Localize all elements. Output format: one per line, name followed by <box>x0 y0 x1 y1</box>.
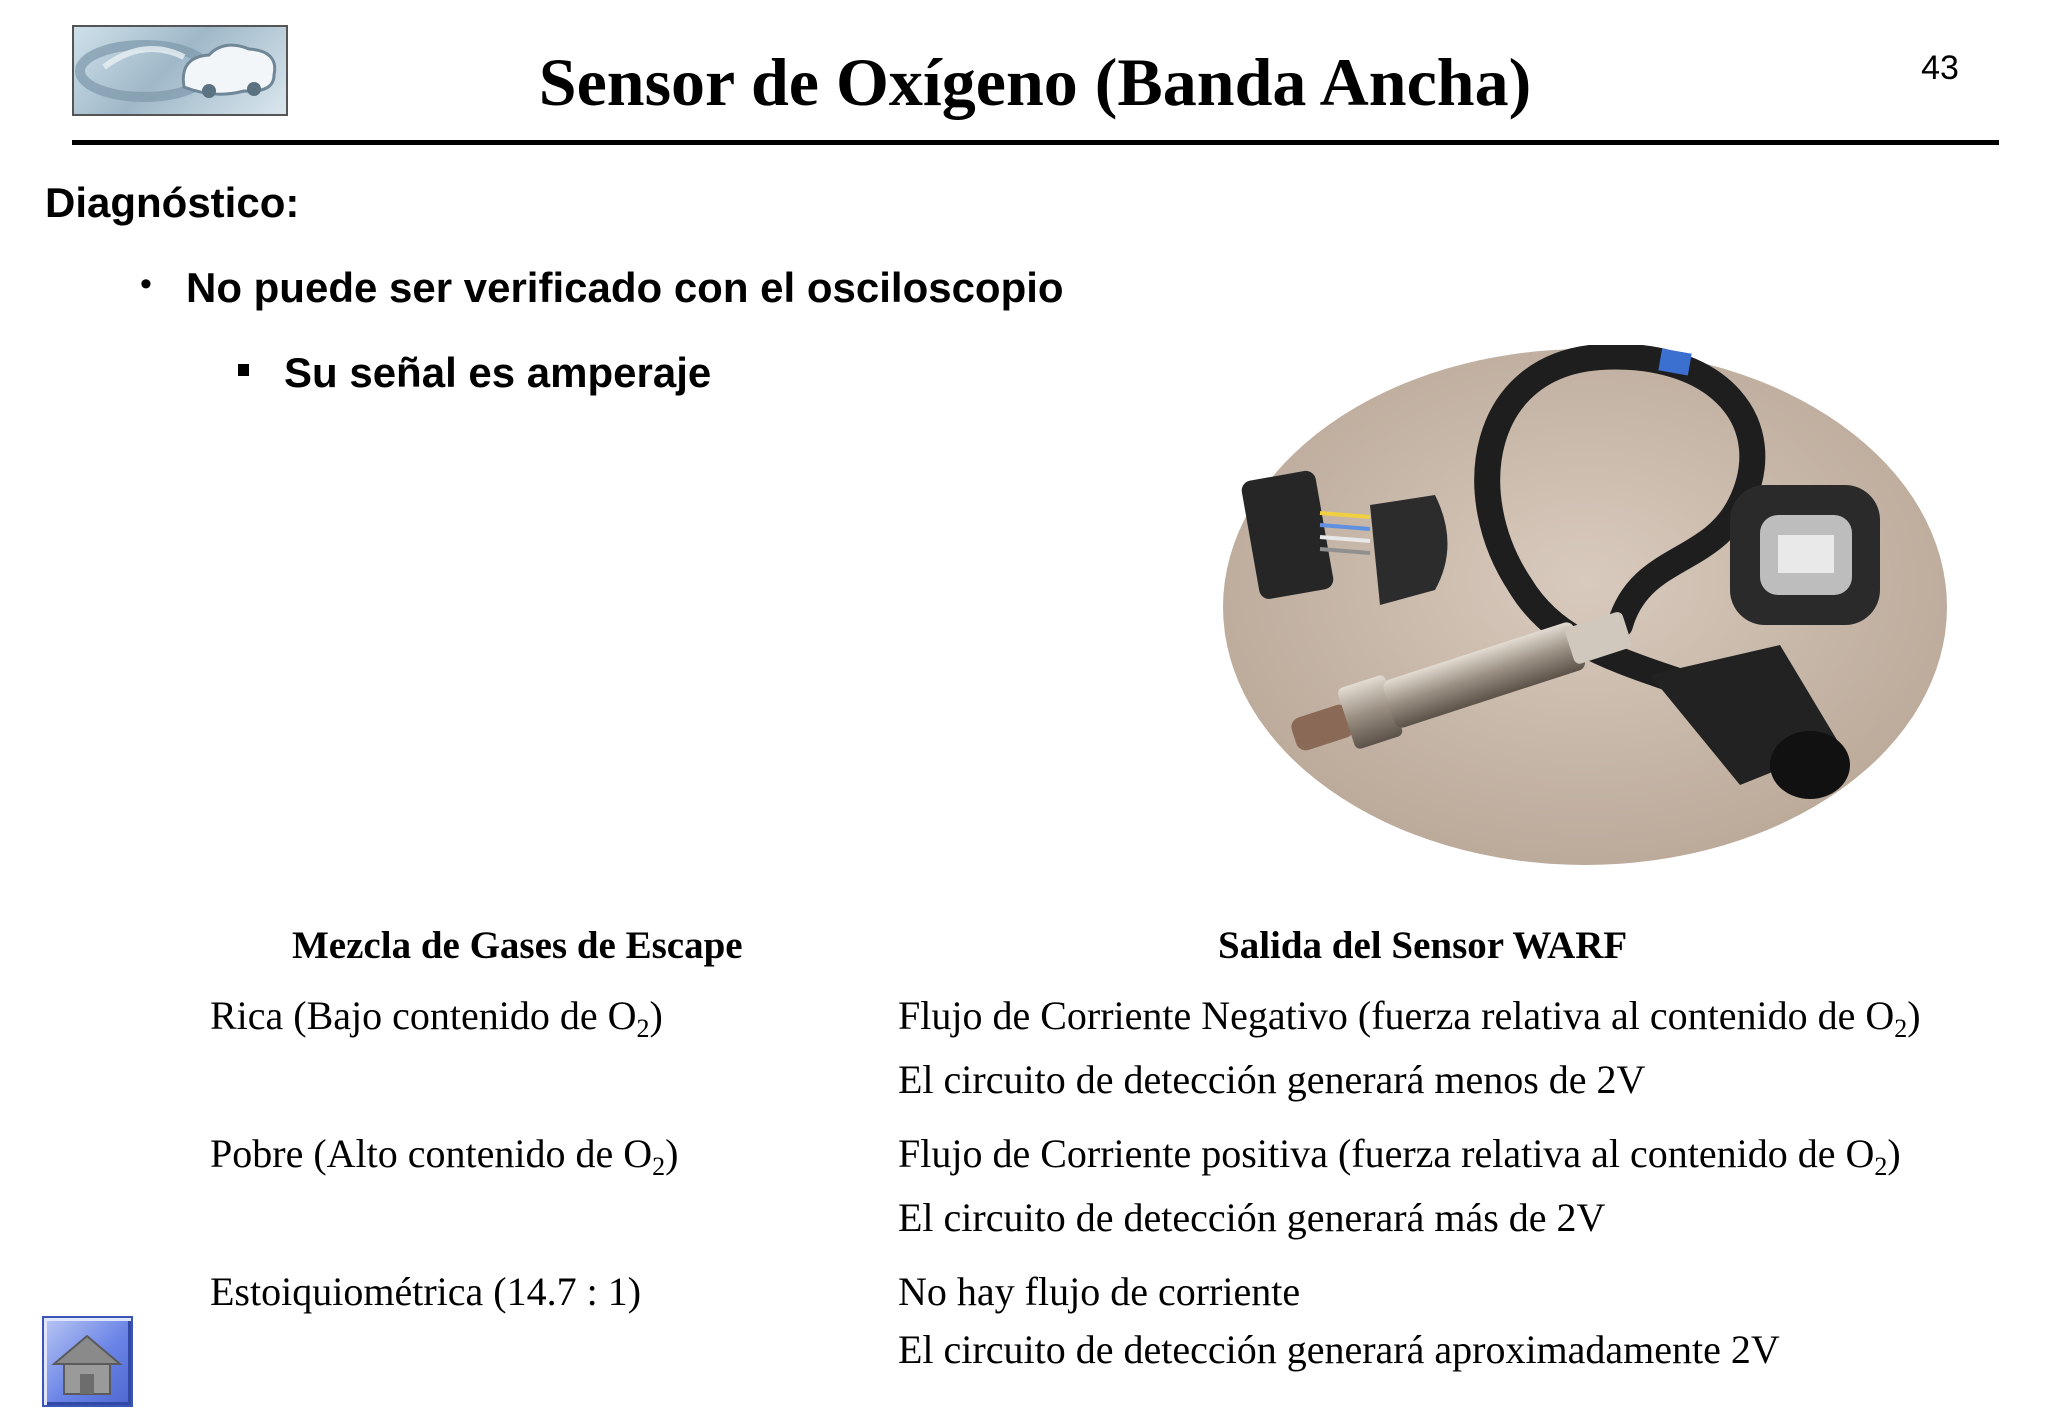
table-cell-mixture: Rica (Bajo contenido de $O_2$) <box>210 993 663 1043</box>
section-heading: Diagnóstico: <box>45 179 300 226</box>
table-cell-mixture: Estoiquiométrica (14.7 : 1) <box>210 1269 642 1314</box>
home-button[interactable] <box>42 1316 133 1407</box>
table-cell-output-line: El circuito de detección generará aproximadamente 2V <box>898 1327 1780 1372</box>
table-header-sensor-output: Salida del Sensor WARF <box>1218 924 1628 967</box>
table-cell-mixture: Pobre (Alto contenido de $O_2$) <box>210 1131 679 1181</box>
bullet-item-level-2 <box>238 348 712 398</box>
bullet-dot-icon: • <box>140 265 152 303</box>
table-cell-output-line: No hay flujo de corriente <box>898 1269 1301 1314</box>
bullet-text: No puede ser verificado con el osciloscopio <box>186 264 1064 311</box>
table-header-mixture: Mezcla de Gases de Escape <box>292 924 743 967</box>
table-cell-output-line: El circuito de detección generará más de 2V <box>898 1195 1606 1240</box>
car-logo-icon <box>72 25 288 116</box>
oxygen-sensor-photo <box>1220 345 1950 865</box>
bullet-item-level-1 <box>140 263 1064 313</box>
table-cell-output-line: El circuito de detección generará menos de 2V <box>898 1057 1646 1102</box>
page-title: Sensor de Oxígeno (Banda Ancha) <box>538 44 1532 120</box>
bullet-square-icon <box>238 364 249 376</box>
home-icon <box>44 1318 131 1405</box>
table-cell-output-line: Flujo de Corriente positiva (fuerza relativa al contenido de $O_2$) <box>898 1131 1901 1181</box>
bullet-text: Su señal es amperaje <box>284 349 712 396</box>
table-cell-output-line: Flujo de Corriente Negativo (fuerza relativa al contenido de $O_2$) <box>898 993 1921 1043</box>
title-divider <box>72 140 1999 145</box>
page-number: 43 <box>1921 49 1959 87</box>
